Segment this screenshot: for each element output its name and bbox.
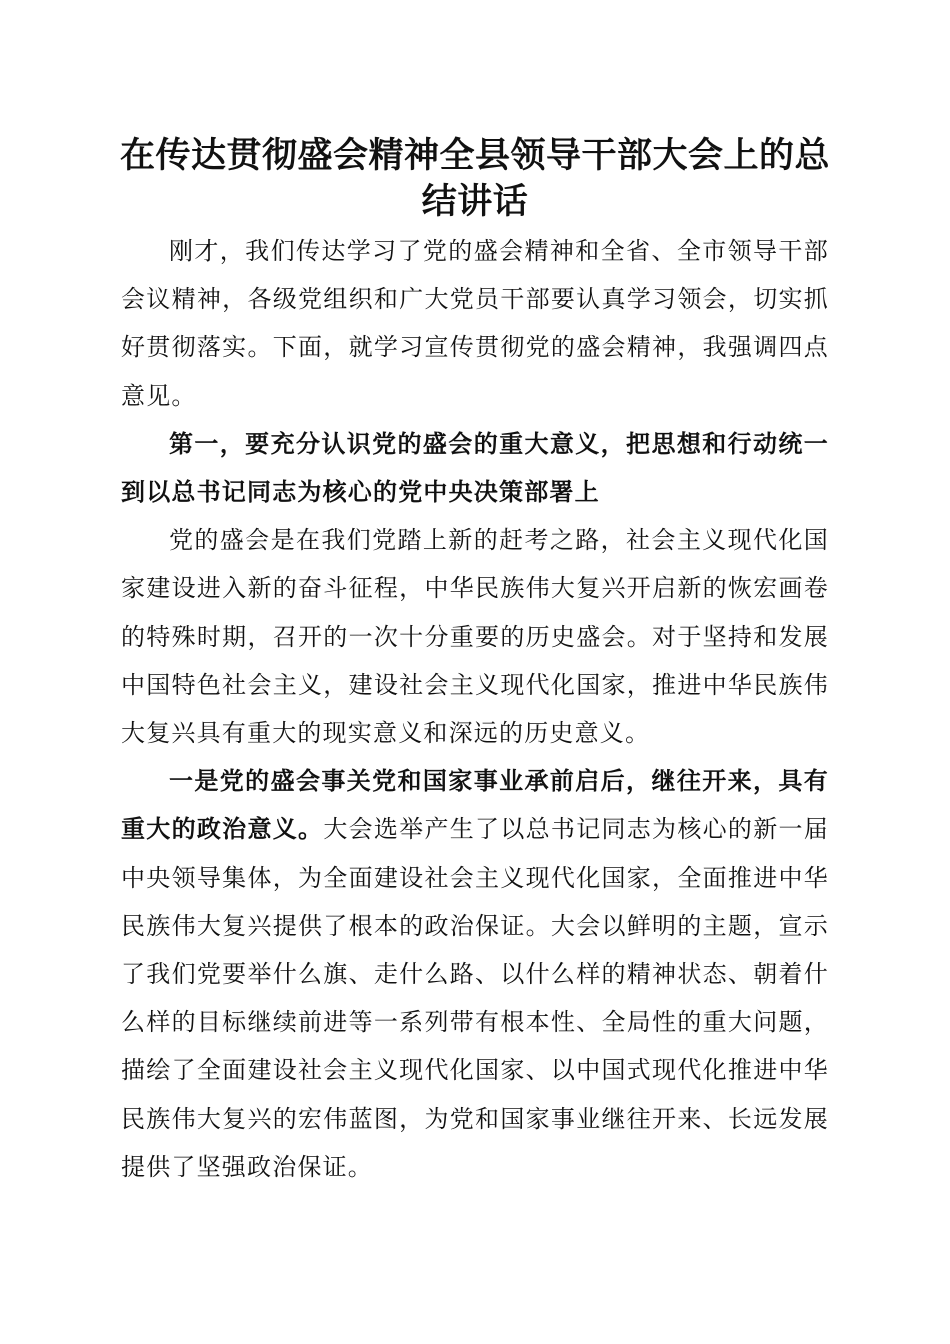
- point-1-body: 大会选举产生了以总书记同志为核心的新一届中央领导集体，为全面建设社会主义现代化国家，全面推进中华民族伟大复兴提供了根本的政治保证。大会以鲜明的主题，宣示了我们党要举什么旗、走什么路、以什么样的精神状态、朝着什么样的目标继续前进等一系列带有根本性、全局性的重大问题，描绘了全面建设社会主义现代化国家、以中国式现代化推进中华民族伟大复兴的宏伟蓝图，为党和国家事业继往开来、长远发展提供了坚强政治保证。: [121, 815, 829, 1181]
- document-body: [121, 227, 829, 1191]
- intro-paragraph: 刚才，我们传达学习了党的盛会精神和全省、全市领导干部会议精神，各级党组织和广大党员干部要认真学习领会，切实抓好贯彻落实。下面，就学习宣传贯彻党的盛会精神，我强调四点意见。: [121, 237, 829, 410]
- section-heading-1: 第一，要充分认识党的盛会的重大意义，把思想和行动统一到以总书记同志为核心的党中央决策部署上: [121, 428, 829, 507]
- document-title: 在传达贯彻盛会精神全县领导干部大会上的总结讲话: [119, 135, 830, 222]
- section-1-paragraph: 党的盛会是在我们党踏上新的赶考之路，社会主义现代化国家建设进入新的奋斗征程，中华民族伟大复兴开启新的恢宏画卷的特殊时期，召开的一次十分重要的历史盛会。对于坚持和发展中国特色社会主义，建设社会主义现代化国家，推进中华民族伟大复兴具有重大的现实意义和深远的历史意义。: [121, 526, 829, 748]
- point-1-lead: 一是党的盛会事关党和国家事业承前启后，继往开来，具有重大的政治意义。: [121, 766, 829, 844]
- point-1-paragraph: [121, 757, 829, 1191]
